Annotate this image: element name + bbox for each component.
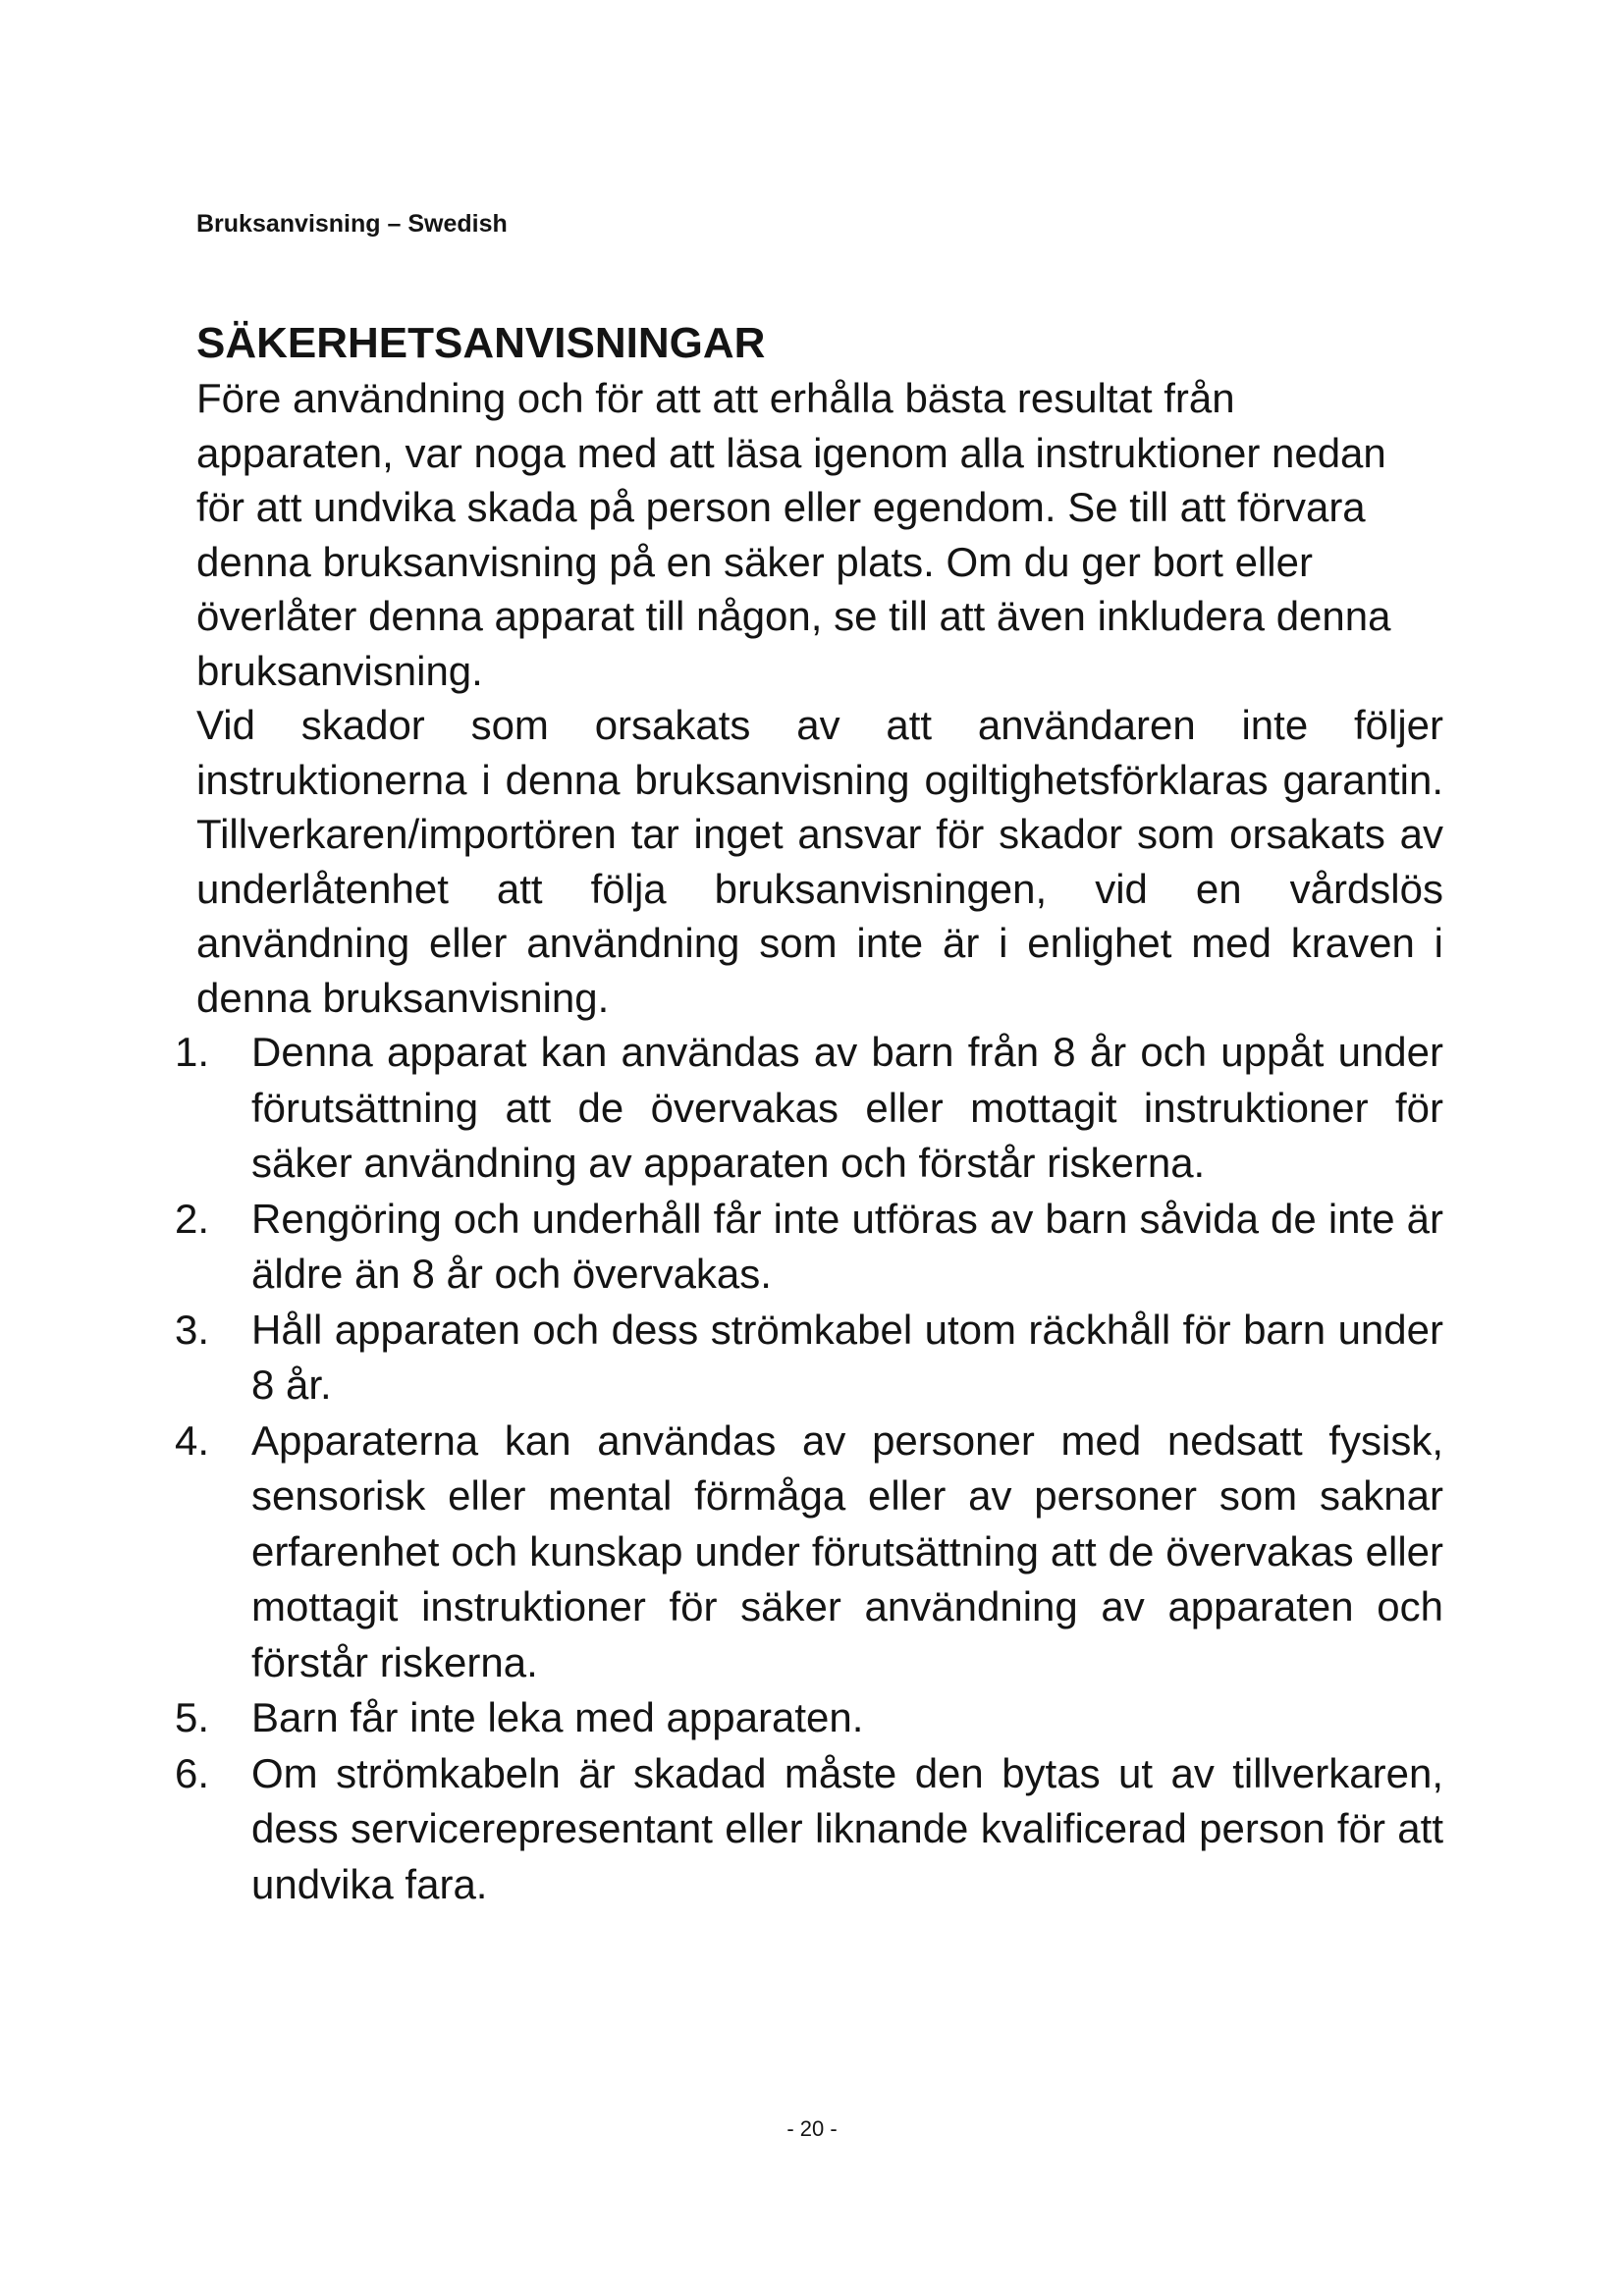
list-item-text: Om strömkabeln är skadad måste den bytas ut av tillverkaren, dess servicerepresentant eller liknande kvalificerad person för att undvika fara. [251,1749,1443,1907]
page-number: - 20 - [786,2116,838,2141]
list-item [175,1414,1443,1691]
list-item [175,1690,1443,1746]
list-item-number: 5. [175,1694,210,1740]
intro-paragraph-2: Vid skador som orsakats av att användaren inte följer instruktionerna i denna bruksanvisning ogiltighetsförklaras garantin. Tillverkaren/importören tar inget ansvar för skador som orsakats av underlåtenhet att följa bruksanvisningen, vid en vårdslös användning eller användning som inte är i enlighet med kraven i denna bruksanvisning. [196,702,1443,1021]
safety-section [175,316,1443,1912]
list-item-number: 1. [175,1029,210,1075]
intro-paragraph-1: Före användning och för att att erhålla bästa resultat från apparaten, var noga med att läsa igenom alla instruktioner nedan för att undvika skada på person eller egendom. Se till att förvara denna bruksanvisning på en säker plats. Om du ger bort eller överlåter denna apparat till någon, se till att även inkludera denna bruksanvisning. [196,375,1391,694]
list-item [175,1303,1443,1414]
list-item [175,1025,1443,1192]
safety-list [175,1025,1443,1912]
section-title: SÄKERHETSANVISNINGAR [196,319,766,367]
list-item-text: Barn får inte leka med apparaten. [251,1694,864,1740]
list-item-text: Denna apparat kan användas av barn från 8 år och uppåt under förutsättning att de övervakas eller mottagit instruktioner för säker användning av apparaten och förstår riskerna. [251,1029,1443,1186]
list-item-number: 6. [175,1749,210,1796]
list-item-number: 2. [175,1195,210,1242]
list-item [175,1746,1443,1913]
list-item-text: Apparaterna kan användas av personer med nedsatt fysisk, sensorisk eller mental förmåga eller av personer som saknar erfarenhet och kunskap under förutsättning att de övervakas eller mottagit instruktioner för säker användning av apparaten och förstår riskerna. [251,1416,1443,1685]
list-item-number: 4. [175,1416,210,1464]
list-item-text: Håll apparaten och dess strömkabel utom räckhåll för barn under 8 år. [251,1306,1443,1408]
list-item [175,1192,1443,1303]
list-item-text: Rengöring och underhåll får inte utföras av barn såvida de inte är äldre än 8 år och övervakas. [251,1195,1443,1297]
document-header: Bruksanvisning – Swedish [196,210,508,238]
list-item-number: 3. [175,1306,210,1353]
